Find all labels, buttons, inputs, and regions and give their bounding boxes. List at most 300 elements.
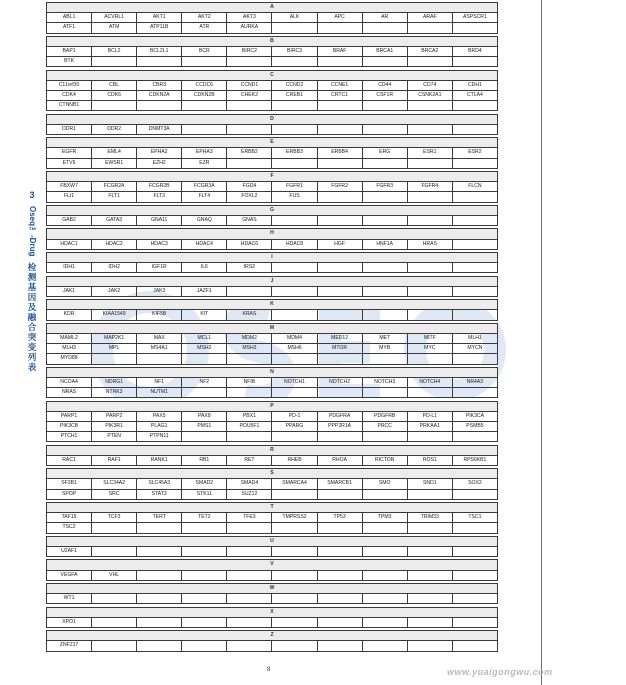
gene-row [47, 411, 498, 421]
gene-cell [362, 570, 407, 580]
section-header-row [47, 70, 498, 80]
gene-cell: FCGR2B [137, 182, 182, 192]
gene-cell: PSMB5 [452, 421, 497, 431]
gene-row [47, 455, 498, 465]
section-header-row [47, 469, 498, 479]
gene-cell [227, 432, 272, 442]
gene-cell [317, 594, 362, 604]
gene-cell: PD-L1 [407, 411, 452, 421]
gene-cell: NUTM1 [137, 388, 182, 398]
gene-cell: ATF1 [47, 23, 92, 33]
gene-cell: JAK2 [92, 286, 137, 296]
gene-cell: ASPSCR1 [452, 13, 497, 23]
sidebar-title-char: 及 [27, 302, 37, 313]
gene-row [47, 182, 498, 192]
gene-cell: SPOP [47, 489, 92, 499]
gene-cell [407, 388, 452, 398]
gene-row [47, 158, 498, 168]
gene-cell: FCGR2A [92, 182, 137, 192]
section-letter: N [47, 367, 498, 377]
gene-cell [407, 263, 452, 273]
section-letter: A [47, 3, 498, 13]
gene-cell [452, 354, 497, 364]
gene-cell: IRS2 [227, 263, 272, 273]
gene-cell: TP53 [317, 513, 362, 523]
section-letter: P [47, 401, 498, 411]
gene-cell [317, 546, 362, 556]
gene-row [47, 215, 498, 225]
gene-cell [272, 546, 317, 556]
gene-cell [407, 354, 452, 364]
gene-cell [362, 286, 407, 296]
gene-cell: BRCA2 [407, 47, 452, 57]
gene-cell [227, 388, 272, 398]
gene-cell [452, 432, 497, 442]
gene-cell: CDH1 [452, 80, 497, 90]
gene-cell [407, 594, 452, 604]
gene-cell [272, 101, 317, 111]
gene-cell: NCOA4 [47, 377, 92, 387]
section-letter: B [47, 36, 498, 46]
gene-row [47, 344, 498, 354]
gene-cell: FLT3 [137, 192, 182, 202]
gene-cell [317, 101, 362, 111]
section-header-row [47, 171, 498, 181]
gene-cell: SMAD4 [227, 479, 272, 489]
gene-cell: TCF3 [92, 513, 137, 523]
gene-cell [362, 354, 407, 364]
section-letter: X [47, 607, 498, 617]
gene-cell: RHOA [317, 455, 362, 465]
site-watermark-text: www.yuaigongwu.com [447, 667, 553, 677]
gene-cell [92, 641, 137, 651]
gene-cell [137, 594, 182, 604]
gene-cell: KIT [182, 310, 227, 320]
gene-cell: KIAA1549 [92, 310, 137, 320]
sidebar-title-char: 基 [27, 282, 37, 293]
gene-cell [137, 101, 182, 111]
gene-cell: KRAS [227, 310, 272, 320]
gene-cell: EZH2 [137, 158, 182, 168]
gene-row [47, 239, 498, 249]
gene-cell [362, 546, 407, 556]
gene-cell [137, 570, 182, 580]
gene-cell: MED12 [317, 333, 362, 343]
sidebar-title [22, 190, 42, 372]
gene-cell: MET [362, 333, 407, 343]
gene-cell: POU5F1 [227, 421, 272, 431]
section-header-row [47, 138, 498, 148]
gene-cell [452, 239, 497, 249]
gene-row [47, 101, 498, 111]
gene-cell [272, 432, 317, 442]
gene-cell [317, 57, 362, 67]
gene-cell [182, 570, 227, 580]
gene-cell [452, 57, 497, 67]
gene-cell: CD44 [362, 80, 407, 90]
gene-cell [317, 489, 362, 499]
gene-cell [137, 523, 182, 533]
gene-cell: PRKAA1 [407, 421, 452, 431]
gene-cell: IGF1R [137, 263, 182, 273]
gene-cell: SF3B1 [47, 479, 92, 489]
section-header-row [47, 583, 498, 593]
gene-cell [362, 124, 407, 134]
section-header-row [47, 367, 498, 377]
gene-cell: MYC [407, 344, 452, 354]
gene-cell: EZR [182, 158, 227, 168]
gene-cell: PIK3CB [47, 421, 92, 431]
gene-row [47, 641, 498, 651]
gene-cell: HGF [317, 239, 362, 249]
sidebar-title-char: 列 [27, 352, 37, 363]
gene-cell [452, 489, 497, 499]
gene-cell: MCL1 [182, 333, 227, 343]
gene-cell: FBXW7 [47, 182, 92, 192]
gene-cell: BAP1 [47, 47, 92, 57]
gene-cell [407, 286, 452, 296]
gene-cell: PTEN [92, 432, 137, 442]
gene-cell [452, 101, 497, 111]
gene-cell: SRC [92, 489, 137, 499]
gene-cell: ROS1 [407, 455, 452, 465]
gene-cell [272, 594, 317, 604]
gene-cell: CDKN2A [137, 91, 182, 101]
gene-cell: PPP2R1A [317, 421, 362, 431]
gene-cell [272, 23, 317, 33]
gene-cell: MTOR [317, 344, 362, 354]
gene-row [47, 47, 498, 57]
gene-cell: JAZF1 [182, 286, 227, 296]
gene-cell [407, 617, 452, 627]
gene-cell: RICTOR [362, 455, 407, 465]
gene-row [47, 388, 498, 398]
gene-cell [317, 286, 362, 296]
gene-cell [362, 158, 407, 168]
gene-cell [362, 263, 407, 273]
gene-cell [92, 354, 137, 364]
gene-cell: MYD88 [47, 354, 92, 364]
gene-cell: TERT [137, 513, 182, 523]
gene-cell [272, 617, 317, 627]
gene-cell: PAX8 [182, 411, 227, 421]
gene-cell [272, 310, 317, 320]
gene-cell: CTNNB1 [47, 101, 92, 111]
gene-cell [227, 641, 272, 651]
section-letter: D [47, 114, 498, 124]
gene-cell: ETV6 [47, 158, 92, 168]
gene-cell: PD-1 [272, 411, 317, 421]
gene-cell: NOTCH1 [272, 377, 317, 387]
gene-cell: KDR [47, 310, 92, 320]
gene-cell [227, 594, 272, 604]
gene-cell: CD74 [407, 80, 452, 90]
gene-cell [362, 215, 407, 225]
gene-cell [182, 617, 227, 627]
gene-cell: RAF1 [92, 455, 137, 465]
gene-cell [317, 354, 362, 364]
gene-cell: ZNF217 [47, 641, 92, 651]
gene-cell: IDH1 [47, 263, 92, 273]
section-letter: V [47, 560, 498, 570]
section-header-row [47, 229, 498, 239]
gene-cell: PIK3R1 [92, 421, 137, 431]
gene-cell [362, 523, 407, 533]
gene-cell [137, 641, 182, 651]
sidebar-title-char: 合 [27, 322, 37, 333]
gene-cell [272, 124, 317, 134]
gene-cell: ATP11B [137, 23, 182, 33]
gene-cell: NDRG1 [92, 377, 137, 387]
gene-row [47, 513, 498, 523]
gene-cell: BIRC2 [227, 47, 272, 57]
gene-cell: MDM4 [272, 333, 317, 343]
gene-cell: FGFR4 [407, 182, 452, 192]
gene-cell [407, 310, 452, 320]
gene-cell: TSC1 [452, 513, 497, 523]
gene-cell [182, 432, 227, 442]
gene-cell [227, 286, 272, 296]
gene-cell: RB1 [182, 455, 227, 465]
gene-cell: PTCH1 [47, 432, 92, 442]
section-letter: G [47, 205, 498, 215]
gene-cell: MAX [137, 333, 182, 343]
gene-cell: SUZ12 [227, 489, 272, 499]
gene-cell: PRCC [362, 421, 407, 431]
gene-cell: HRAS [407, 239, 452, 249]
gene-cell: BIRC3 [272, 47, 317, 57]
gene-cell [227, 523, 272, 533]
gene-cell [452, 523, 497, 533]
gene-cell [137, 617, 182, 627]
gene-cell [272, 354, 317, 364]
gene-cell [452, 617, 497, 627]
gene-cell: PDGFRA [317, 411, 362, 421]
section-letter: J [47, 276, 498, 286]
gene-cell: SMARCA4 [272, 479, 317, 489]
gene-cell [317, 641, 362, 651]
section-number: 3 [29, 190, 35, 200]
gene-cell: BRAF [317, 47, 362, 57]
gene-cell [452, 124, 497, 134]
gene-cell [362, 57, 407, 67]
gene-cell [272, 388, 317, 398]
section-header-row [47, 502, 498, 512]
gene-row [47, 148, 498, 158]
gene-cell: ERG [362, 148, 407, 158]
gene-cell: FUS [272, 192, 317, 202]
gene-cell: GATA3 [92, 215, 137, 225]
section-letter: T [47, 502, 498, 512]
gene-cell: HNF1A [362, 239, 407, 249]
gene-row [47, 192, 498, 202]
gene-cell: ATM [92, 23, 137, 33]
gene-cell: STAT3 [137, 489, 182, 499]
gene-cell [182, 354, 227, 364]
gene-cell: NRAS [47, 388, 92, 398]
gene-cell: NOTCH3 [362, 377, 407, 387]
sidebar-title-char: 融 [27, 312, 37, 323]
section-letter: Z [47, 631, 498, 641]
gene-cell [452, 310, 497, 320]
gene-row [47, 546, 498, 556]
gene-cell: SND1 [407, 479, 452, 489]
product-name: Oseq™-Drug [28, 206, 37, 257]
gene-cell [182, 101, 227, 111]
gene-cell: SLC34A2 [92, 479, 137, 489]
gene-cell: TMPRSS2 [272, 513, 317, 523]
gene-cell [407, 192, 452, 202]
gene-cell [137, 57, 182, 67]
gene-cell: AKT1 [137, 13, 182, 23]
sidebar-cjk-title [28, 262, 37, 372]
gene-cell: FLT4 [182, 192, 227, 202]
gene-cell [317, 523, 362, 533]
gene-cell: MS4A1 [137, 344, 182, 354]
gene-row [47, 91, 498, 101]
gene-cell [272, 215, 317, 225]
gene-cell: C11orf30 [47, 80, 92, 90]
gene-cell: CDK4 [47, 91, 92, 101]
gene-cell [362, 617, 407, 627]
gene-cell: HDAC2 [92, 239, 137, 249]
gene-cell: BRCA1 [362, 47, 407, 57]
gene-cell: PLAG1 [137, 421, 182, 431]
gene-cell: DDR2 [92, 124, 137, 134]
page-number: 8 [267, 667, 271, 673]
gene-cell [362, 489, 407, 499]
gene-cell: MSH6 [272, 344, 317, 354]
gene-cell [182, 641, 227, 651]
gene-cell [317, 215, 362, 225]
sidebar-title-char: 因 [27, 292, 37, 303]
gene-cell: GNAS [227, 215, 272, 225]
gene-cell: FCGR3A [182, 182, 227, 192]
gene-cell [452, 546, 497, 556]
gene-cell: TSC2 [47, 523, 92, 533]
gene-cell: FLI1 [47, 192, 92, 202]
gene-cell: MAP2K1 [92, 333, 137, 343]
gene-row [47, 617, 498, 627]
gene-cell [452, 286, 497, 296]
gene-cell: RAC1 [47, 455, 92, 465]
gene-cell [227, 354, 272, 364]
section-header-row [47, 3, 498, 13]
gene-cell [227, 546, 272, 556]
sidebar-title-char: 变 [27, 342, 37, 353]
gene-cell [407, 641, 452, 651]
gene-cell [317, 570, 362, 580]
gene-cell: VEGFA [47, 570, 92, 580]
gene-cell: TET2 [182, 513, 227, 523]
gene-cell: ACVRL1 [92, 13, 137, 23]
gene-cell [362, 594, 407, 604]
gene-cell [317, 124, 362, 134]
sidebar-title-char: 检 [27, 262, 37, 273]
gene-cell: NTRK3 [92, 388, 137, 398]
gene-cell: MAML2 [47, 333, 92, 343]
gene-cell: CBL [92, 80, 137, 90]
gene-cell [452, 23, 497, 33]
sidebar-title-char: 突 [27, 332, 37, 343]
gene-cell: IL6 [182, 263, 227, 273]
gene-cell: EWSR1 [92, 158, 137, 168]
section-letter: W [47, 583, 498, 593]
gene-cell: PARP1 [47, 411, 92, 421]
gene-cell: WT1 [47, 594, 92, 604]
gene-cell [227, 57, 272, 67]
gene-cell [137, 354, 182, 364]
gene-row [47, 354, 498, 364]
gene-cell [182, 546, 227, 556]
gene-cell: CRTC1 [317, 91, 362, 101]
gene-cell: DDR1 [47, 124, 92, 134]
gene-cell: ERBB4 [317, 148, 362, 158]
gene-cell: JAK1 [47, 286, 92, 296]
section-header-row [47, 631, 498, 641]
gene-cell: HDAC8 [272, 239, 317, 249]
gene-cell [92, 101, 137, 111]
gene-cell: NF2 [182, 377, 227, 387]
gene-cell: HDAC4 [182, 239, 227, 249]
gene-cell [362, 23, 407, 33]
gene-cell: JAK3 [137, 286, 182, 296]
section-header-row [47, 607, 498, 617]
gene-cell [407, 101, 452, 111]
gene-cell: AURKA [227, 23, 272, 33]
gene-cell [272, 286, 317, 296]
gene-cell [272, 263, 317, 273]
gene-cell: BCL2 [92, 47, 137, 57]
gene-cell: EML4 [92, 148, 137, 158]
gene-row [47, 333, 498, 343]
gene-cell: FLCN [452, 182, 497, 192]
gene-cell: MITF [407, 333, 452, 343]
gene-cell: NOTCH2 [317, 377, 362, 387]
gene-cell: STK11 [182, 489, 227, 499]
section-letter: M [47, 323, 498, 333]
gene-cell [407, 124, 452, 134]
gene-cell: ARAF [407, 13, 452, 23]
gene-cell: CBR3 [137, 80, 182, 90]
gene-cell: CDK6 [92, 91, 137, 101]
section-header-row [47, 560, 498, 570]
gene-cell [452, 570, 497, 580]
gene-cell [407, 432, 452, 442]
sidebar-title-char: 表 [27, 362, 37, 373]
section-header-row [47, 401, 498, 411]
gene-cell [92, 57, 137, 67]
gene-cell: EPHA2 [137, 148, 182, 158]
gene-cell [92, 523, 137, 533]
gene-cell: NF1 [137, 377, 182, 387]
gene-cell: TPM3 [362, 513, 407, 523]
gene-cell [407, 158, 452, 168]
section-letter: F [47, 171, 498, 181]
gene-cell: HDAC3 [137, 239, 182, 249]
section-header-row [47, 536, 498, 546]
gene-cell [272, 570, 317, 580]
section-header-row [47, 114, 498, 124]
gene-cell: ERBB2 [227, 148, 272, 158]
section-header-row [47, 300, 498, 310]
gene-cell: SOX2 [452, 479, 497, 489]
gene-cell: AR [362, 13, 407, 23]
gene-cell: ERBB3 [272, 148, 317, 158]
gene-cell: APC [317, 13, 362, 23]
gene-cell: ABL1 [47, 13, 92, 23]
gene-row [47, 23, 498, 33]
